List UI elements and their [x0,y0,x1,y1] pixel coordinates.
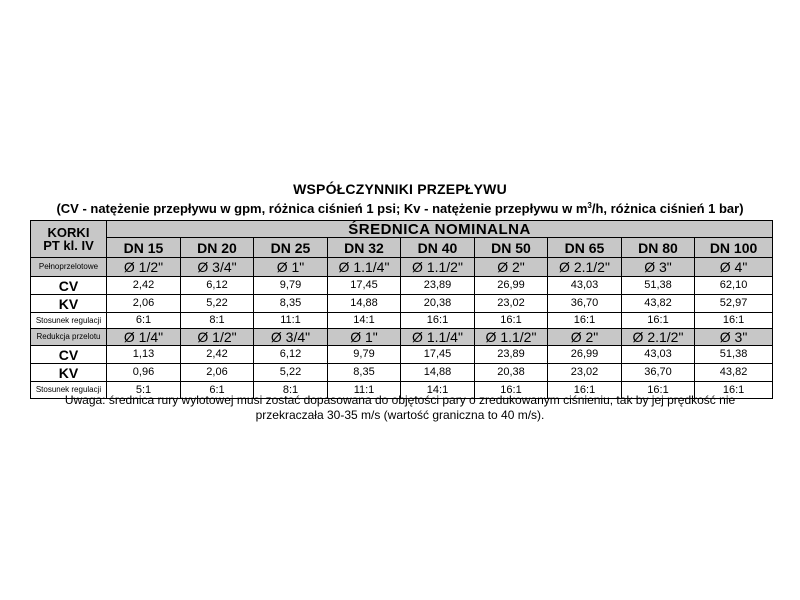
dn-header: DN 40 [401,238,475,258]
kv-value: 23,02 [548,364,622,382]
diameter-cell: Ø 2" [475,258,548,277]
flow-coefficients-table [30,220,773,399]
kv-value: 43,82 [695,364,773,382]
corner-line-1: KORKI [47,225,90,240]
reduced-bore-label: Redukcja przelotu [31,329,107,346]
cv-value: 17,45 [401,346,475,364]
kv-value: 0,96 [107,364,181,382]
cv-value: 51,38 [622,277,695,295]
kv-value: 36,70 [548,295,622,313]
full-bore-diameter-row [31,258,773,277]
cv-value: 6,12 [181,277,254,295]
dn-header: DN 80 [622,238,695,258]
diameter-cell: Ø 2.1/2" [622,329,695,346]
kv-value: 23,02 [475,295,548,313]
reduced-bore-diameter-row [31,329,773,346]
diameter-cell: Ø 1.1/2" [475,329,548,346]
full-bore-ratio-row [31,313,773,329]
ratio-value: 11:1 [254,313,328,329]
dn-header: DN 65 [548,238,622,258]
subtitle-superscript: 3 [587,201,592,210]
cv-value: 1,13 [107,346,181,364]
dn-header: DN 25 [254,238,328,258]
cv-value: 51,38 [695,346,773,364]
cv-value: 9,79 [254,277,328,295]
reduced-bore-cv-row [31,346,773,364]
kv-value: 52,97 [695,295,773,313]
diameter-cell: Ø 1.1/4" [401,329,475,346]
cv-value: 23,89 [401,277,475,295]
full-bore-kv-row [31,295,773,313]
kv-value: 2,06 [181,364,254,382]
ratio-value: 8:1 [181,313,254,329]
diameter-cell: Ø 1.1/2" [401,258,475,277]
cv-value: 9,79 [328,346,401,364]
dn-header: DN 100 [695,238,773,258]
kv-value: 2,06 [107,295,181,313]
diameter-cell: Ø 2" [548,329,622,346]
dn-header: DN 32 [328,238,401,258]
cv-value: 6,12 [254,346,328,364]
ratio-label: Stosunek regulacji [31,313,107,329]
cv-value: 26,99 [548,346,622,364]
diameter-cell: Ø 3" [695,329,773,346]
ratio-value: 16:1 [548,313,622,329]
kv-value: 43,82 [622,295,695,313]
footnote-line-1: Uwaga: średnica rury wylotowej musi zostać dopasowana do objętości pary o zredukowanym ciśnieniu, tak by jej prędkość nie [64,393,736,407]
ratio-value: 16:1 [401,313,475,329]
diameter-cell: Ø 1/4" [107,329,181,346]
ratio-value: 16:1 [622,382,695,399]
table-subtitle [0,201,800,216]
kv-value: 36,70 [622,364,695,382]
cv-value: 43,03 [548,277,622,295]
reduced-bore-kv-row [31,364,773,382]
dn-header: DN 20 [181,238,254,258]
diameter-cell: Ø 1/2" [181,329,254,346]
cv-value: 2,42 [107,277,181,295]
ratio-value: 14:1 [328,313,401,329]
ratio-value: 16:1 [695,382,773,399]
kv-value: 20,38 [401,295,475,313]
cv-value: 23,89 [475,346,548,364]
diameter-cell: Ø 1" [328,329,401,346]
ratio-value: 16:1 [622,313,695,329]
dn-header: DN 15 [107,238,181,258]
kv-value: 14,88 [328,295,401,313]
table-title: WSPÓŁCZYNNIKI PRZEPŁYWU [293,181,507,197]
subtitle-text-end: /h, różnica ciśnień 1 bar) [591,201,744,216]
cv-label: CV [31,277,107,295]
subtitle-text: (CV - natężenie przepływu w gpm, różnica ciśnień 1 psi; Kv - natężenie przepływu w m [56,201,588,216]
diameter-cell: Ø 3/4" [181,258,254,277]
dn-header-row [31,238,773,258]
ratio-value: 16:1 [475,382,548,399]
kv-label: KV [31,364,107,382]
full-bore-cv-row [31,277,773,295]
kv-value: 8,35 [328,364,401,382]
diameter-cell: Ø 4" [695,258,773,277]
full-bore-label: Pełnoprzelotowe [31,258,107,277]
diameter-cell: Ø 2.1/2" [548,258,622,277]
ratio-value: 16:1 [695,313,773,329]
cv-value: 26,99 [475,277,548,295]
ratio-value: 16:1 [548,382,622,399]
diameter-cell: Ø 1" [254,258,328,277]
diameter-cell: Ø 3" [622,258,695,277]
ratio-label: Stosunek regulacji [31,382,107,399]
kv-value: 14,88 [401,364,475,382]
cv-value: 17,45 [328,277,401,295]
footnote [0,393,800,423]
nominal-diameter-header: ŚREDNICA NOMINALNA [107,221,773,238]
diameter-cell: Ø 3/4" [254,329,328,346]
cv-value: 62,10 [695,277,773,295]
kv-value: 20,38 [475,364,548,382]
diameter-cell: Ø 1/2" [107,258,181,277]
kv-value: 5,22 [181,295,254,313]
corner-line-2: PT kl. IV [43,238,94,253]
ratio-value: 16:1 [475,313,548,329]
dn-header: DN 50 [475,238,548,258]
ratio-value: 11:1 [328,382,401,399]
cv-value: 2,42 [181,346,254,364]
ratio-value: 14:1 [401,382,475,399]
ratio-value: 8:1 [254,382,328,399]
diameter-cell: Ø 1.1/4" [328,258,401,277]
kv-value: 5,22 [254,364,328,382]
ratio-value: 5:1 [107,382,181,399]
ratio-value: 6:1 [107,313,181,329]
cv-value: 43,03 [622,346,695,364]
kv-label: KV [31,295,107,313]
footnote-line-2: przekraczała 30-35 m/s (wartość graniczna to 40 m/s). [255,408,545,422]
corner-header [31,221,107,258]
kv-value: 8,35 [254,295,328,313]
cv-label: CV [31,346,107,364]
ratio-value: 6:1 [181,382,254,399]
